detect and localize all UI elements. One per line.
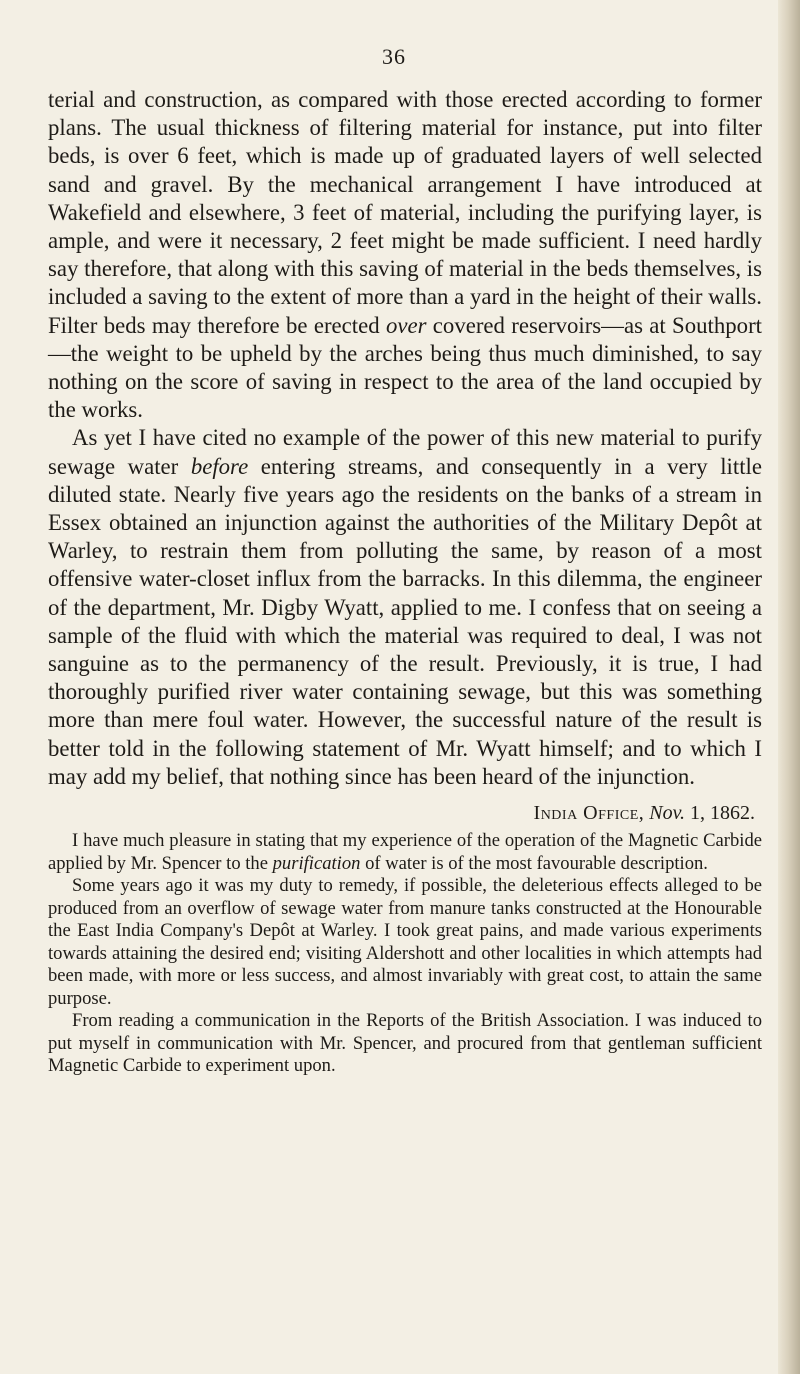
letter-dateline [48, 800, 755, 826]
letter-paragraph-1-text-b: of water is of the most favourable description. [360, 852, 708, 874]
dateline-place: India Office, [533, 802, 645, 824]
paragraph-2-text-a: As yet I have cited no example of the power of this new material to purify sewage water [48, 425, 762, 479]
main-text [48, 86, 762, 791]
page-edge-shadow [778, 0, 800, 1374]
dateline-date: 1, 1862. [685, 802, 755, 824]
paragraph-1 [48, 86, 762, 424]
paragraph-1-text-b: covered reservoirs—as at Southport—the weight to be upheld by the arches being thus much diminished, to say nothing on the score of saving in respect to the area of the land occupied by the works. [48, 312, 762, 423]
paragraph-1-emphasis: over [385, 312, 427, 338]
page-number: 36 [382, 44, 406, 69]
letter-paragraph-1 [48, 830, 762, 875]
paragraph-1-text-a: terial and construction, as compared with those erected according to former plans. The usual thickness of filtering material for instance, put into filter beds, is over 6 feet, which is made up of graduated layers of well selected sand and gravel. By the mechanical arrangement I have introduced at Wakefield and elsewhere, 3 feet of material, including the purifying layer, is ample, and were it necessary, 2 feet might be made sufficient. I need hardly say therefore, that along with this saving of material in the beds themselves, is included a saving to the extent of more than a yard in the height of their walls. Filter beds may therefore be erected [48, 87, 762, 338]
paragraph-2 [48, 424, 762, 791]
letter-paragraph-1-text-a: I have much pleasure in stating that my experience of the operation of the Magnetic Carbide applied by Mr. Spencer to the [48, 830, 762, 874]
dateline-month: Nov. [649, 802, 685, 824]
letter-paragraph-3: From reading a communication in the Reports of the British Association. I was induced to put myself in communication with Mr. Spencer, and procured from that gentleman sufficient Magnetic Carbide to experiment upon. [48, 1010, 762, 1076]
letter-paragraph-1-emphasis: purification [272, 852, 361, 874]
paragraph-2-emphasis: before [190, 453, 249, 479]
quoted-letter [48, 830, 762, 1078]
paragraph-2-text-b: entering streams, and consequently in a very little diluted state. Nearly five years ago the residents on the banks of a stream in Essex obtained an injunction against the authorities of the Military Depôt at Warley, to restrain them from polluting the same, by reason of a most offensive water-closet influx from the barracks. In this dilemma, the engineer of the department, Mr. Digby Wyatt, applied to me. I confess that on seeing a sample of the fluid with which the material was required to deal, I was not sanguine as to the permanency of the result. Previously, it is true, I had thoroughly purified river water containing sewage, but this was something more than mere foul water. However, the successful nature of the result is better told in the following statement of Mr. Wyatt himself; and to which I may add my belief, that nothing since has been heard of the injunction. [48, 453, 762, 789]
letter-paragraph-2: Some years ago it was my duty to remedy, if possible, the deleterious effects alleged to be produced from an overflow of sewage water from manure tanks constructed at the Honourable the East India Company's Depôt at Warley. I took great pains, and made various experiments towards attaining the desired end; visiting Aldershott and other localities in which attempts had been made, with more or less success, and almost invariably with great cost, to attain the same purpose. [48, 875, 762, 1009]
